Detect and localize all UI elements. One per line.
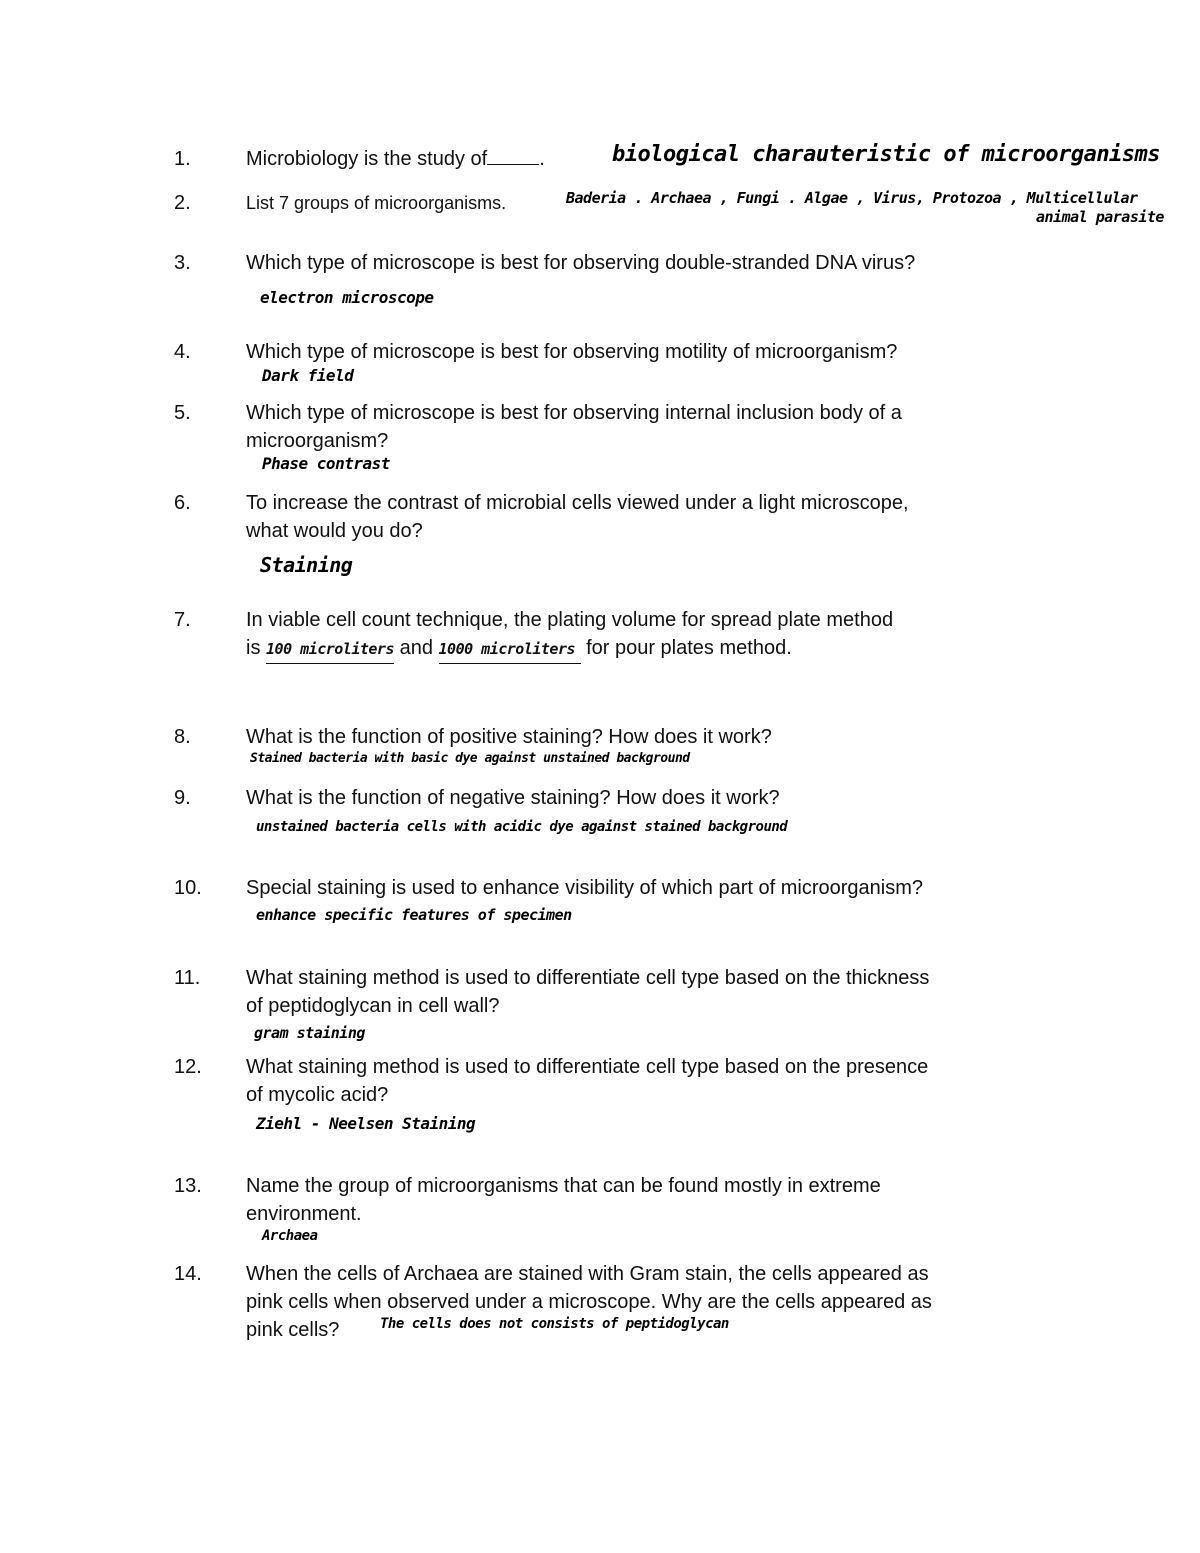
- question-5-answer: Phase contrast: [262, 454, 390, 473]
- question-10-text: Special staining is used to enhance visibility of which part of microorganism?: [246, 877, 924, 899]
- question-12-number: 12.: [174, 1056, 202, 1078]
- question-3-text: Which type of microscope is best for observing double-stranded DNA virus?: [246, 252, 916, 274]
- question-9-text: What is the function of negative staining? How does it work?: [246, 787, 780, 809]
- question-6-number: 6.: [174, 492, 191, 514]
- question-11-text-line-1: What staining method is used to differentiate cell type based on the thickness: [246, 967, 930, 989]
- question-4-answer: Dark field: [262, 366, 354, 385]
- question-7-number: 7.: [174, 609, 191, 631]
- question-7-answer-a: 100 microliters: [266, 640, 394, 658]
- question-5-text-line-1: Which type of microscope is best for observing internal inclusion body of a: [246, 402, 902, 424]
- question-14-number: 14.: [174, 1263, 202, 1285]
- question-13-answer: Archaea: [262, 1228, 318, 1244]
- question-10-number: 10.: [174, 877, 202, 899]
- question-1-period: .: [539, 148, 545, 170]
- question-6-answer: Staining: [260, 553, 353, 577]
- question-1-answer: biological charauteristic of microorganisms: [612, 142, 1161, 167]
- question-1-text: [246, 145, 545, 173]
- question-11-number: 11.: [174, 967, 201, 989]
- question-14-text-line-3: pink cells?: [246, 1319, 340, 1341]
- question-9-number: 9.: [174, 787, 191, 809]
- question-7-text-line-2: [246, 634, 792, 664]
- question-14-text-line-2: pink cells when observed under a microscope. Why are the cells appeared as: [246, 1291, 932, 1313]
- question-12-text-line-1: What staining method is used to differentiate cell type based on the presence: [246, 1056, 929, 1078]
- question-2-answer-line-1: Baderia . Archaea , Fungi . Algae , Virus, Protozoa , Multicellular: [566, 189, 1138, 207]
- question-10-answer: enhance specific features of specimen: [256, 906, 572, 924]
- question-4-number: 4.: [174, 341, 191, 363]
- question-7-is: is: [246, 637, 261, 659]
- question-13-number: 13.: [174, 1175, 202, 1197]
- question-7-suffix: for pour plates method.: [586, 637, 792, 659]
- question-11-answer: gram staining: [254, 1024, 365, 1042]
- question-2-answer-line-2: animal parasite: [1036, 208, 1164, 226]
- question-9-answer: unstained bacteria cells with acidic dye against stained background: [256, 819, 788, 835]
- question-5-text-line-2: microorganism?: [246, 430, 389, 452]
- question-7-and: and: [399, 637, 433, 659]
- question-8-answer: Stained bacteria with basic dye against unstained background: [250, 751, 690, 766]
- question-11-text-line-2: of peptidoglycan in cell wall?: [246, 995, 500, 1017]
- question-13-text-line-1: Name the group of microorganisms that can be found mostly in extreme: [246, 1175, 881, 1197]
- question-12-answer: Ziehl - Neelsen Staining: [256, 1114, 476, 1133]
- question-3-answer: electron microscope: [260, 288, 434, 307]
- question-14-text-line-1: When the cells of Archaea are stained with Gram stain, the cells appeared as: [246, 1263, 929, 1285]
- question-8-text: What is the function of positive staining? How does it work?: [246, 726, 772, 748]
- question-14-answer: The cells does not consists of peptidoglycan: [380, 1316, 729, 1332]
- question-7-text-line-1: In viable cell count technique, the plating volume for spread plate method: [246, 609, 894, 631]
- question-6-text-line-2: what would you do?: [246, 520, 423, 542]
- question-7-answer-b: 1000 microliters: [438, 640, 576, 658]
- question-3-number: 3.: [174, 252, 191, 274]
- question-1-prompt: Microbiology is the study of: [246, 148, 488, 170]
- question-7-blank-a: [266, 634, 394, 664]
- question-4-text: Which type of microscope is best for observing motility of microorganism?: [246, 341, 898, 363]
- question-12-text-line-2: of mycolic acid?: [246, 1084, 389, 1106]
- question-7-blank-b: [439, 634, 581, 664]
- question-8-number: 8.: [174, 726, 191, 748]
- question-5-number: 5.: [174, 402, 191, 424]
- question-13-text-line-2: environment.: [246, 1203, 362, 1225]
- question-6-text-line-1: To increase the contrast of microbial cells viewed under a light microscope,: [246, 492, 909, 514]
- question-1-number: 1.: [174, 148, 191, 170]
- question-2-text: List 7 groups of microorganisms.: [246, 193, 507, 213]
- question-1-blank: [487, 146, 539, 165]
- question-2-number: 2.: [174, 192, 191, 214]
